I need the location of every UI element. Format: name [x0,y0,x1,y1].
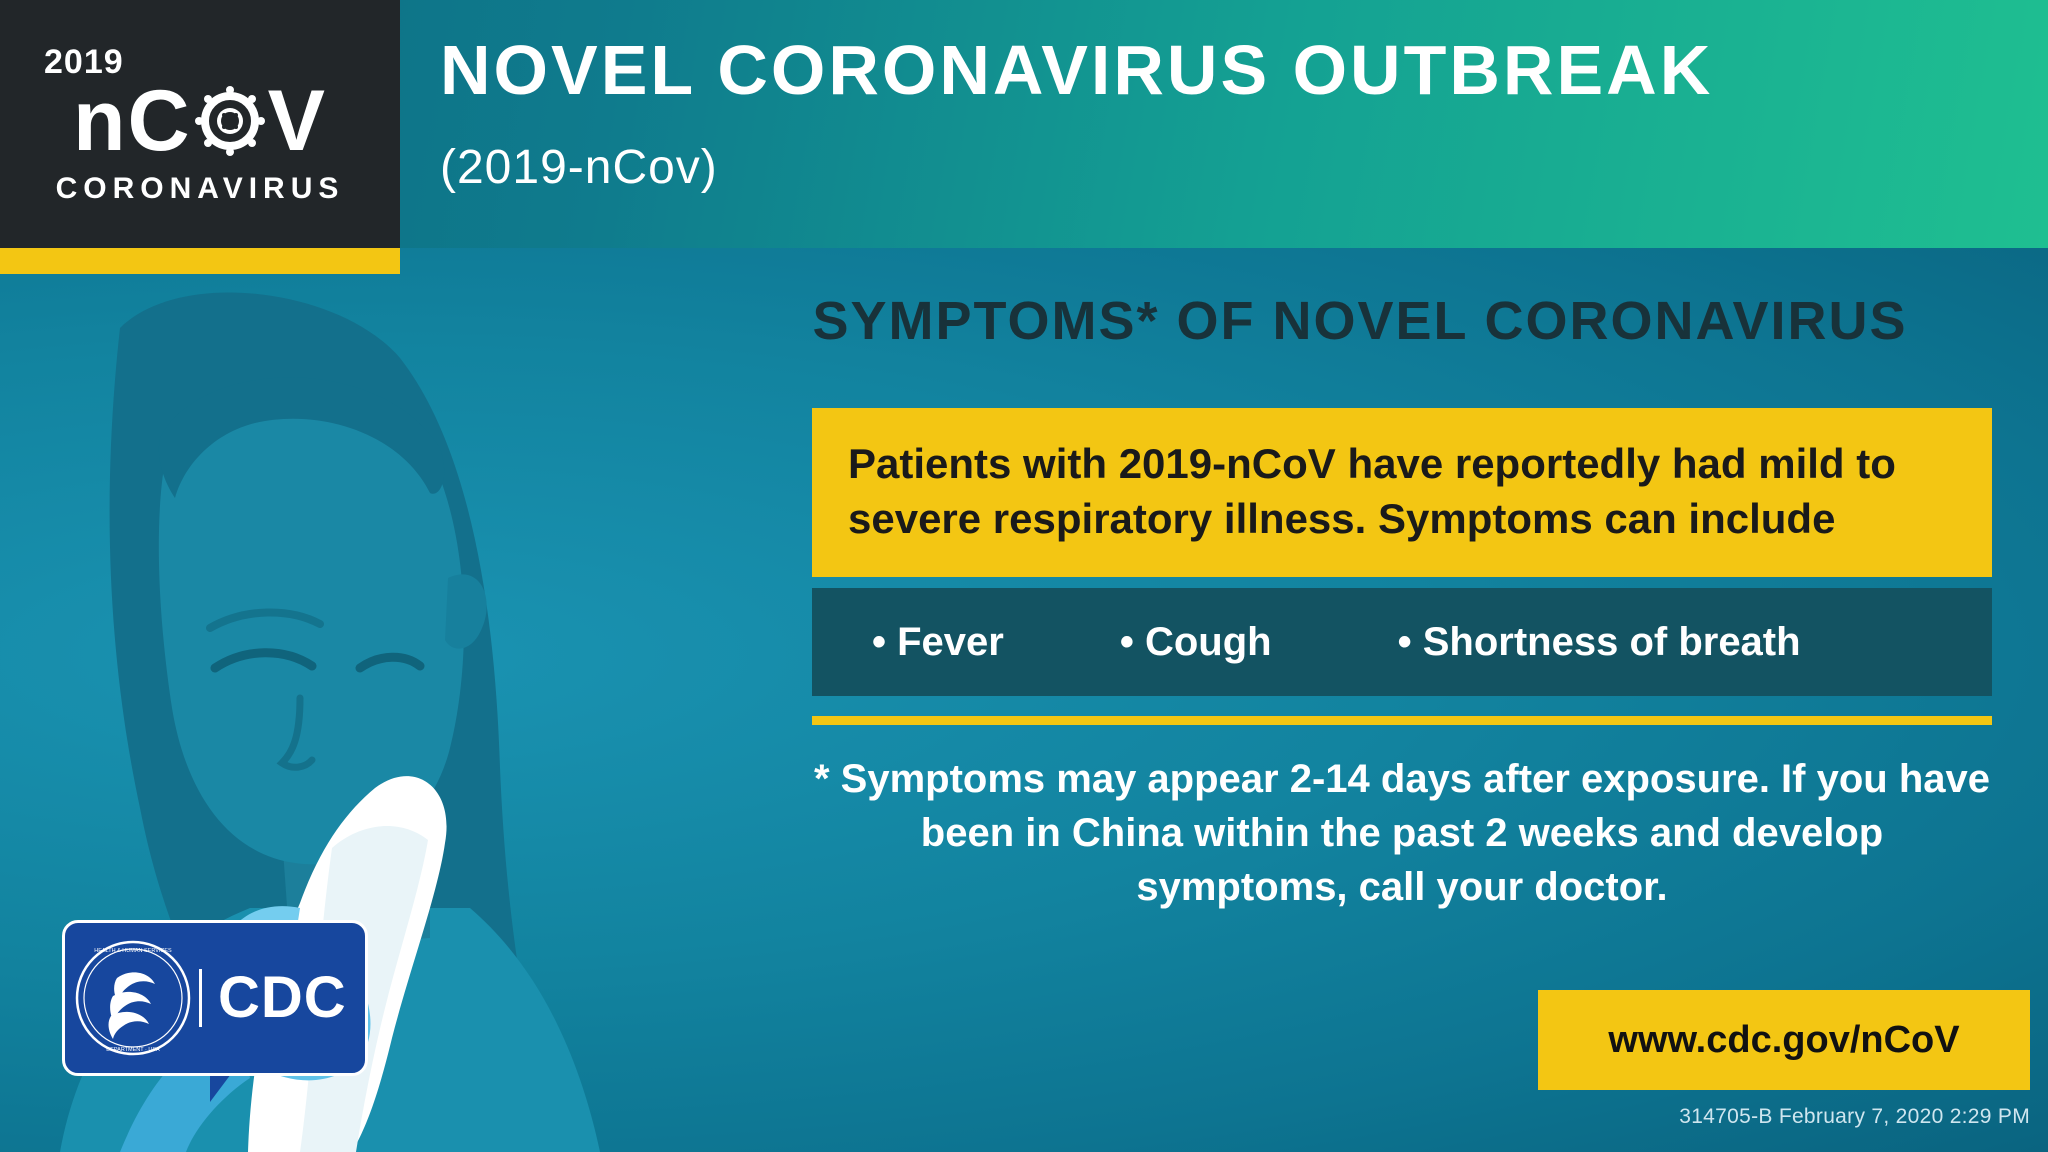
logo-suffix: V [267,72,327,169]
callout-text: Patients with 2019-nCoV have reportedly had mild to severe respiratory illness. Symptoms can include [848,440,1896,543]
svg-text:HEALTH & HUMAN SERVICES: HEALTH & HUMAN SERVICES [94,948,172,954]
callout-box [812,408,1992,577]
page-subtitle: (2019-nCov) [440,141,718,194]
section-title: SYMPTOMS* OF NOVEL CORONAVIRUS [812,291,1908,351]
svg-text:DEPARTMENT · USA: DEPARTMENT · USA [106,1047,160,1053]
list-item: • Fever [872,619,1004,664]
list-item: • Shortness of breath [1397,619,1801,664]
website-url-label: www.cdc.gov/nCoV [1608,1018,1960,1061]
logo-year: 2019 [44,42,124,81]
document-id: 314705-B February 7, 2020 2:29 PM [1679,1105,2030,1128]
logo-prefix: nC [72,72,192,169]
logo-underline-bar [0,248,400,274]
divider-rule [812,716,1992,725]
cdc-logo-label: CDC [199,969,347,1027]
poster-header [0,0,2048,248]
footnote-text: * Symptoms may appear 2-14 days after exposure. If you have been in China within the past 2 weeks and develop symptoms, call your doctor. [813,757,1991,909]
list-item: • Cough [1119,619,1272,664]
logo-subtitle: CORONAVIRUS [55,171,345,205]
ncov-logo [0,0,400,248]
page-title: NOVEL CORONAVIRUS OUTBREAK [440,31,1714,109]
hhs-seal-icon [73,938,193,1058]
logo-wordmark [72,72,327,169]
virus-particle-icon [194,85,266,157]
symptoms-list [812,588,1992,696]
cdc-logo [62,920,368,1076]
website-url-box[interactable] [1538,990,2030,1090]
